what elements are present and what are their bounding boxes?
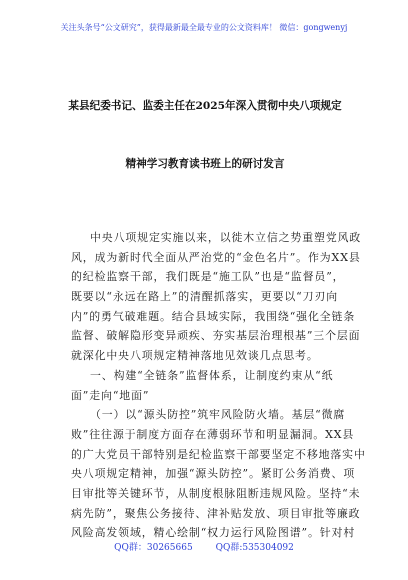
document-title-line-1: 某县纪委书记、监委主任在2025年深入贯彻中央八项规定 [68,100,342,112]
body-line: （一）以“源头防控”筑牢风险防火墙。基层“微腐 [90,408,346,422]
body-line: 败”往往源于制度方面存在薄弱环节和明显漏洞。XX县 [71,427,355,441]
body-line: 的纪检监察干部，我们既是“施工队”也是“监督员”， [71,270,345,284]
body-line: 就深化中央八项规定精神落地见效谈几点思考。 [71,349,319,363]
section-heading: 面”走向“地面” [71,388,150,402]
body-line: 监督、破解隐形变异顽疾、夯实基层治理根基”三个层面 [71,329,361,343]
section-heading: 一、构建“全链条”监督体系，让制度约束从“纸 [90,368,334,382]
body-line: 风险高发领域，精心绘制“权力运行风险图谱”。针对村 [71,526,356,540]
body-line: 中央八项规定实施以来，以徙木立信之势重塑党风政 [90,231,362,244]
body-line: 的广大党员干部特别是纪检监察干部要坚定不移地落实中 [71,447,366,461]
document-title-line-2: 精神学习教育读书班上的研讨发言 [125,158,285,170]
body-line: 病先防”，聚焦公务接待、津补贴发放、项目审批等廉政 [71,506,361,520]
body-line: 既要以“永远在路上”的清醒抓落实，更要以“刀刃向 [71,290,339,304]
body-line: 内”的勇气破难题。结合县域实际，我围绕“强化全链条 [71,309,356,323]
footer-qq-group-2: QQ群:535304092 [215,543,294,553]
document-body [71,228,366,543]
footer-qq-group-1: QQ群：30265665 [114,543,193,553]
header-banner: 关注头条号“公文研究”，获得最新最全最专业的公文资料库！ 微信：gongwenyj [60,23,348,32]
body-line: 风，成为新时代全面从严治党的“金色名片”。作为XX县 [71,250,361,264]
footer [0,540,408,553]
body-line: 央八项规定精神，加强“源头防控”。紧盯公务消费、项 [71,467,356,481]
body-line: 目审批等关键环节，从制度根脉阻断违规风险。坚持“未 [71,486,361,500]
